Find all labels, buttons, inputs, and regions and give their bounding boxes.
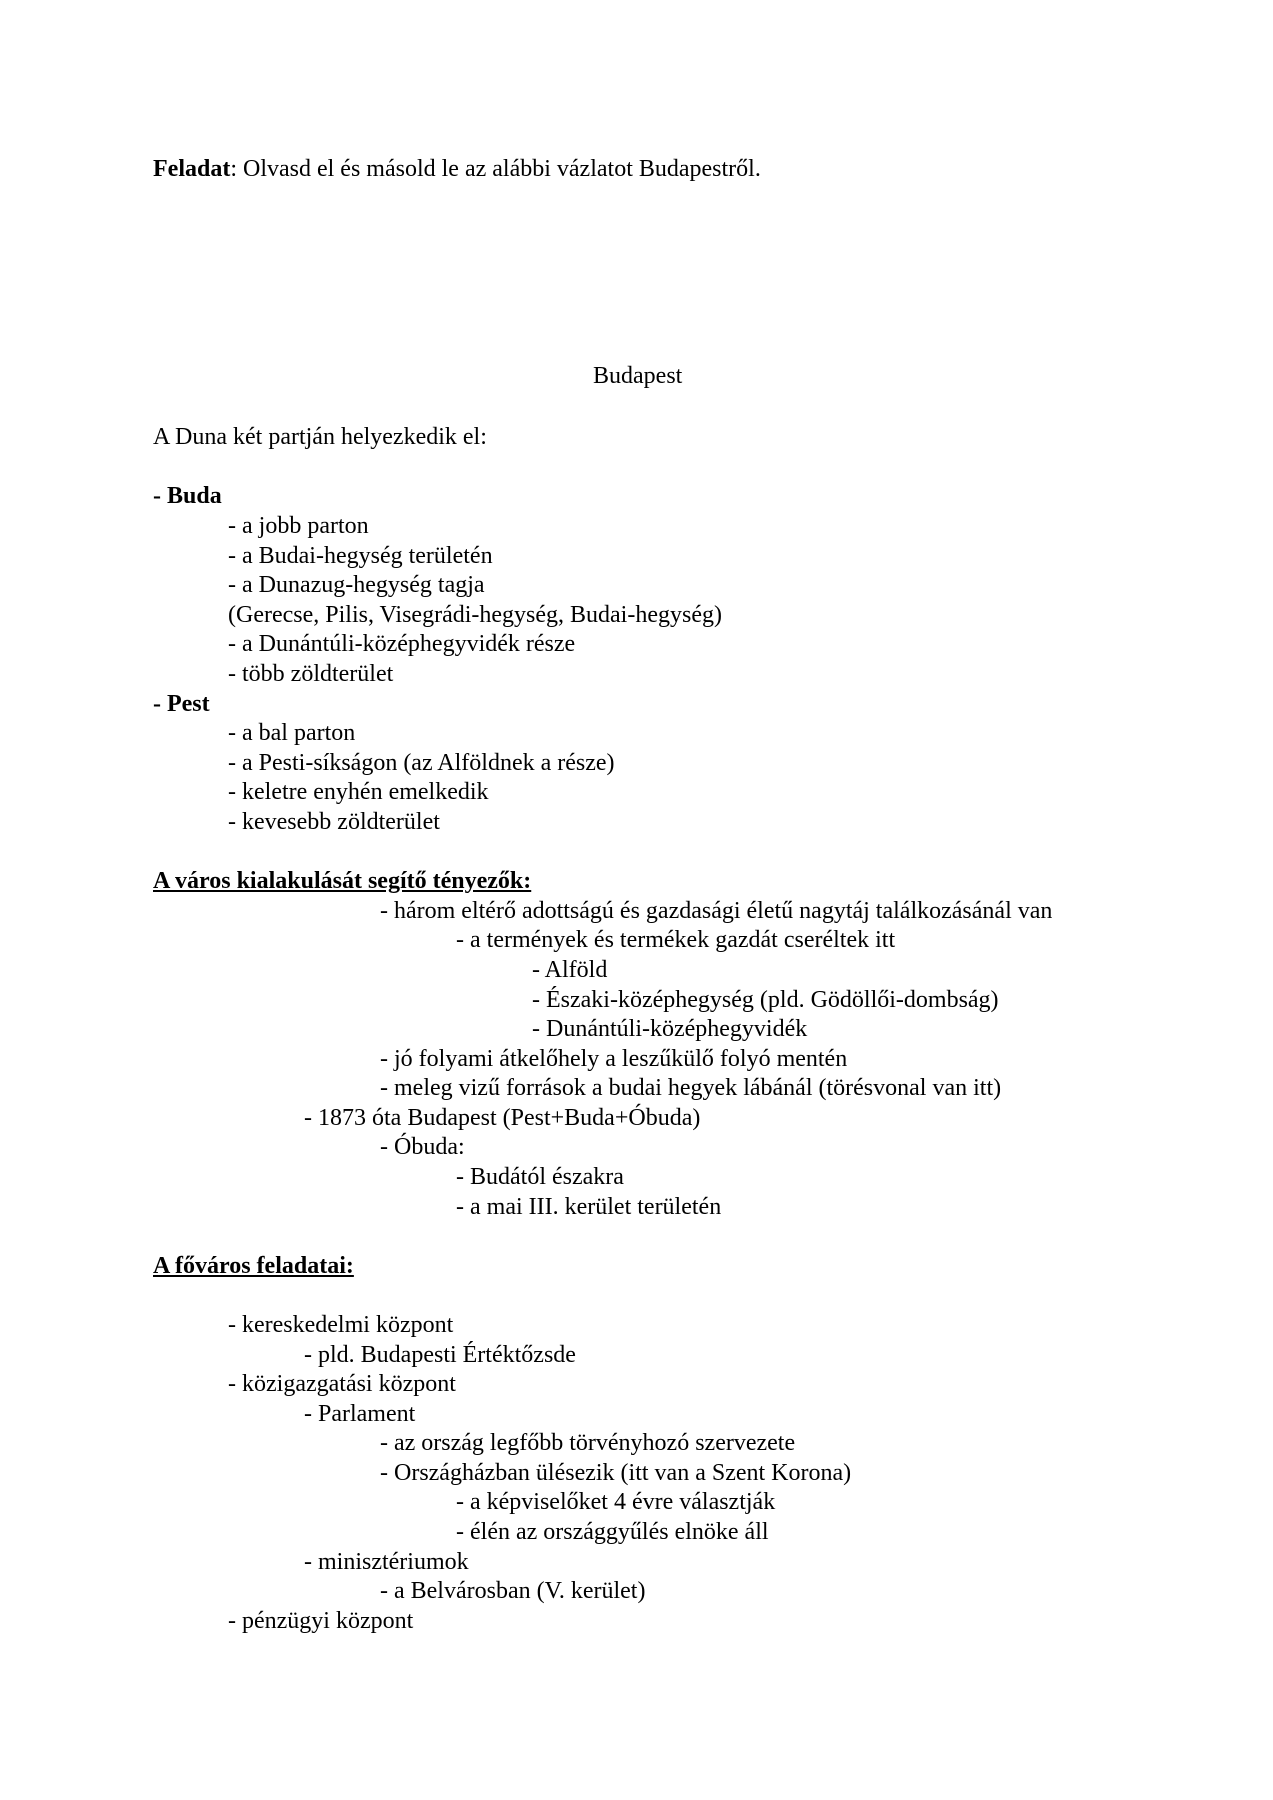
list-item: - pld. Budapesti Értéktőzsde — [304, 1342, 576, 1368]
list-item: - kevesebb zöldterület — [228, 809, 440, 835]
list-item: - minisztériumok — [304, 1549, 469, 1575]
list-item: - pénzügyi központ — [228, 1608, 414, 1634]
list-item: - közigazgatási központ — [228, 1371, 456, 1397]
list-item: - Budától északra — [456, 1164, 624, 1190]
page-title: Budapest — [593, 363, 683, 389]
list-item: - három eltérő adottságú és gazdasági életű nagytáj találkozásánál van — [380, 898, 1053, 924]
list-item: - jó folyami átkelőhely a leszűkülő folyó mentén — [380, 1046, 848, 1072]
list-item: - a képviselőket 4 évre választják — [456, 1489, 776, 1515]
list-item: - élén az országgyűlés elnöke áll — [456, 1519, 769, 1545]
list-item: - keletre enyhén emelkedik — [228, 779, 489, 805]
task-line — [153, 154, 761, 184]
task-label: Feladat — [153, 156, 231, 182]
task-text: : Olvasd el és másold le az alábbi vázlatot Budapestről. — [230, 156, 761, 182]
list-item: - Dunántúli-középhegyvidék — [532, 1016, 808, 1042]
list-item: - Óbuda: — [380, 1134, 465, 1160]
factors-heading: A város kialakulását segítő tényezők: — [153, 868, 532, 894]
list-item: - a Budai-hegység területén — [228, 543, 493, 569]
list-item: - a jobb parton — [228, 513, 369, 539]
list-item: - a Pesti-síkságon (az Alföldnek a része) — [228, 750, 615, 776]
list-item: - 1873 óta Budapest (Pest+Buda+Óbuda) — [304, 1105, 701, 1131]
list-item: - több zöldterület — [228, 661, 394, 687]
list-item: - a Dunazug-hegység tagja — [228, 572, 485, 598]
list-item: - a bal parton — [228, 720, 356, 746]
list-item: - a Belvárosban (V. kerület) — [380, 1578, 646, 1604]
list-item: - meleg vizű források a budai hegyek lábánál (törésvonal van itt) — [380, 1075, 1002, 1101]
intro-text: A Duna két partján helyezkedik el: — [153, 424, 487, 450]
list-item: - kereskedelmi központ — [228, 1312, 454, 1338]
list-item: - Országházban ülésezik (itt van a Szent Korona) — [380, 1460, 852, 1486]
roles-heading: A főváros feladatai: — [153, 1253, 354, 1279]
list-item: - az ország legfőbb törvényhozó szervezete — [380, 1430, 796, 1456]
list-item: - a Dunántúli-középhegyvidék része — [228, 631, 576, 657]
buda-heading: - Buda — [153, 483, 222, 509]
list-item: - Északi-középhegység (pld. Gödöllői-dombság) — [532, 987, 999, 1013]
list-item: - a termények és termékek gazdát cseréltek itt — [456, 927, 896, 953]
list-item: - a mai III. kerület területén — [456, 1194, 722, 1220]
list-item: - Alföld — [532, 957, 608, 983]
list-item: - Parlament — [304, 1401, 416, 1427]
pest-heading: - Pest — [153, 691, 210, 717]
list-item: (Gerecse, Pilis, Visegrádi-hegység, Budai-hegység) — [228, 602, 722, 628]
